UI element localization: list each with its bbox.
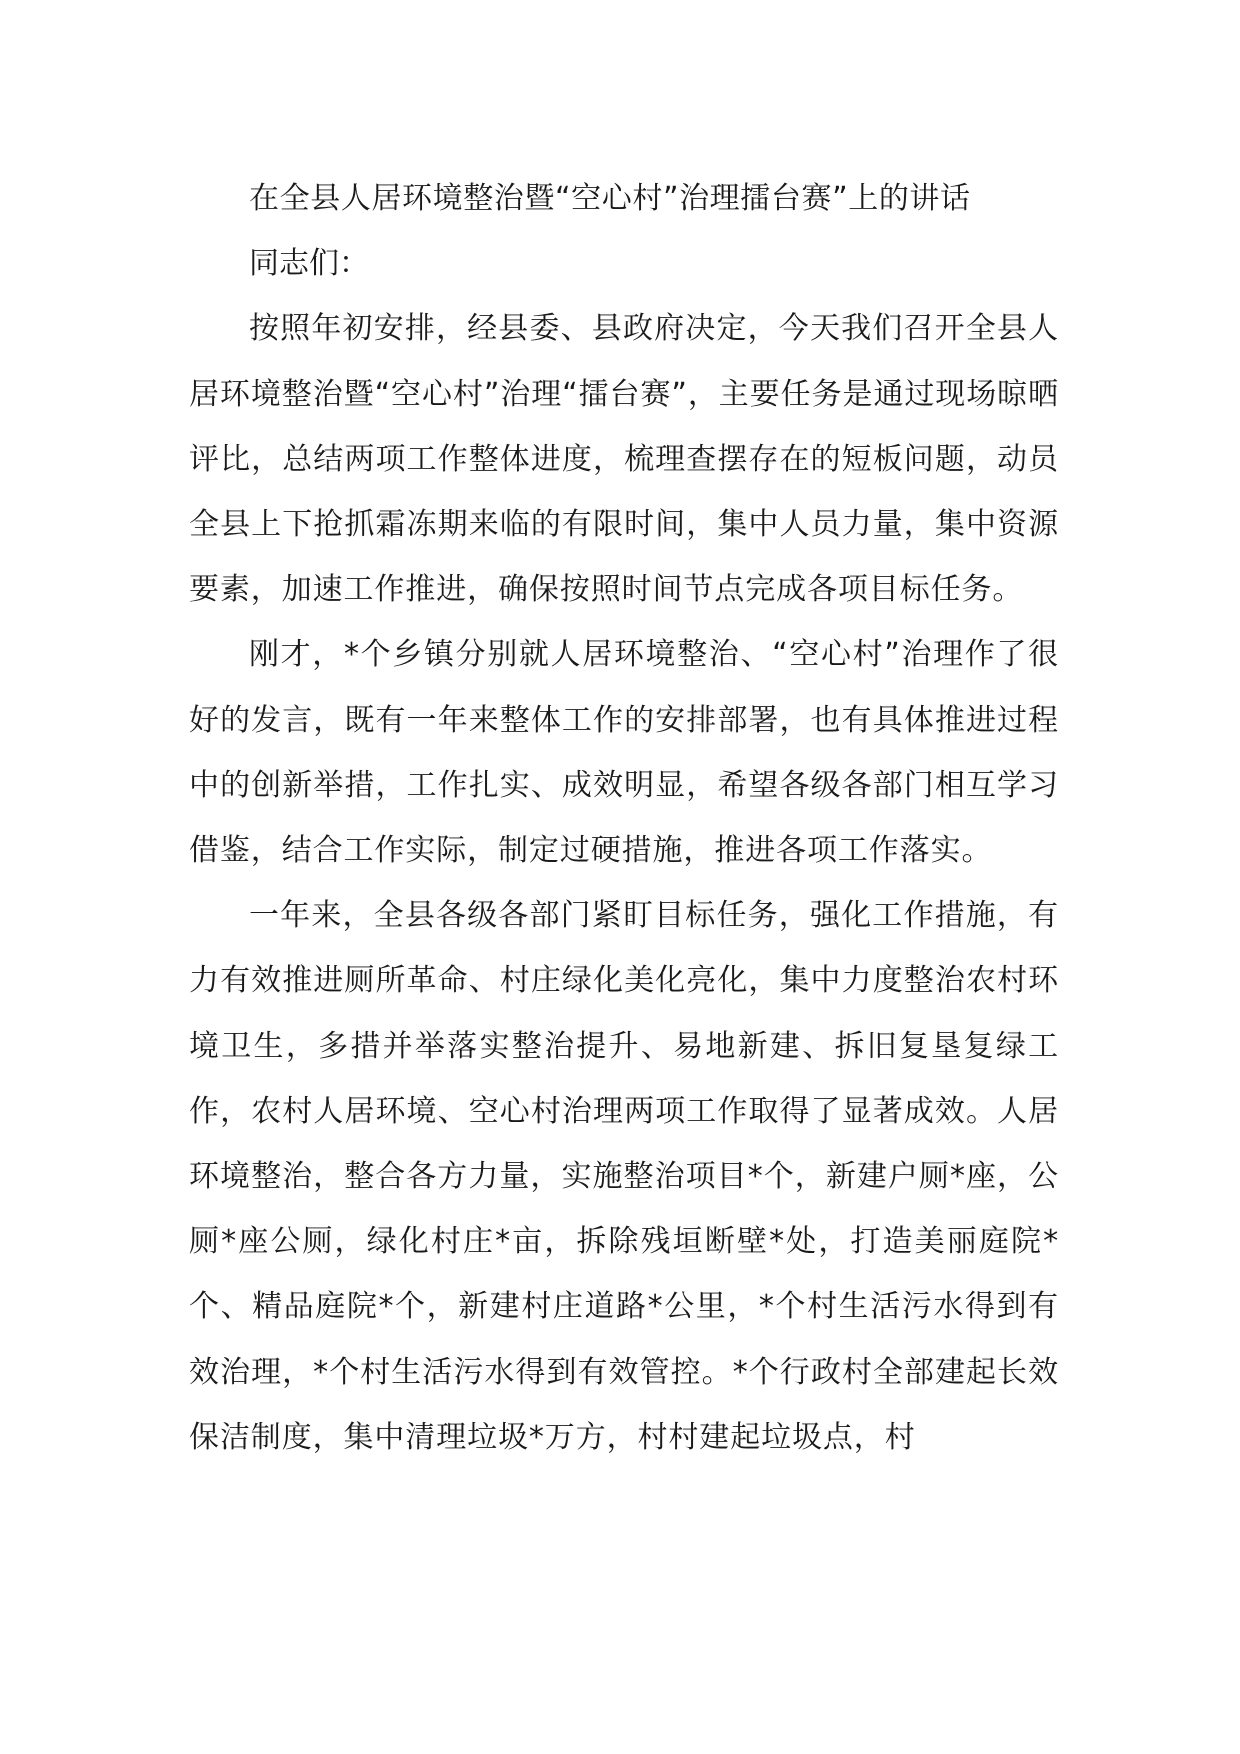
paragraph-3: 一年来，全县各级各部门紧盯目标任务，强化工作措施，有力有效推进厕所革命、村庄绿化美化亮化，集中力度整治农村环境卫生，多措并举落实整治提升、易地新建、拆旧复垦复绿工作，农村人居环境、空心村治理两项工作取得了显著成效。人居环境整治，整合各方力量，实施整治项目*个，新建户厕*座，公厕*座公厕，绿化村庄*亩，拆除残垣断壁*处，打造美丽庭院*个、精品庭院*个，新建村庄道路*公里，*个村生活污水得到有效治理，*个村生活污水得到有效管控。*个行政村全部建起长效保洁制度，集中清理垃圾*万方，村村建起垃圾点，村 [189, 898, 1059, 1455]
salutation: 同志们： [249, 246, 369, 282]
document-page [189, 166, 1059, 1470]
speech-title: 在全县人居环境整治暨“空心村”治理擂台赛”上的讲话 [249, 181, 971, 216]
paragraph-1: 按照年初安排，经县委、县政府决定，今天我们召开全县人居环境整治暨“空心村”治理“擂台赛”，主要任务是通过现场晾晒评比，总结两项工作整体进度，梳理查摆存在的短板问题，动员全县上下抢抓霜冻期来临的有限时间，集中人员力量，集中资源要素，加速工作推进，确保按照时间节点完成各项目标任务。 [189, 311, 1059, 608]
paragraph-2: 刚才，*个乡镇分别就人居环境整治、“空心村”治理作了很好的发言，既有一年来整体工作的安排部署，也有具体推进过程中的创新举措，工作扎实、成效明显，希望各级各部门相互学习借鉴，结合工作实际，制定过硬措施，推进各项工作落实。 [189, 637, 1059, 869]
